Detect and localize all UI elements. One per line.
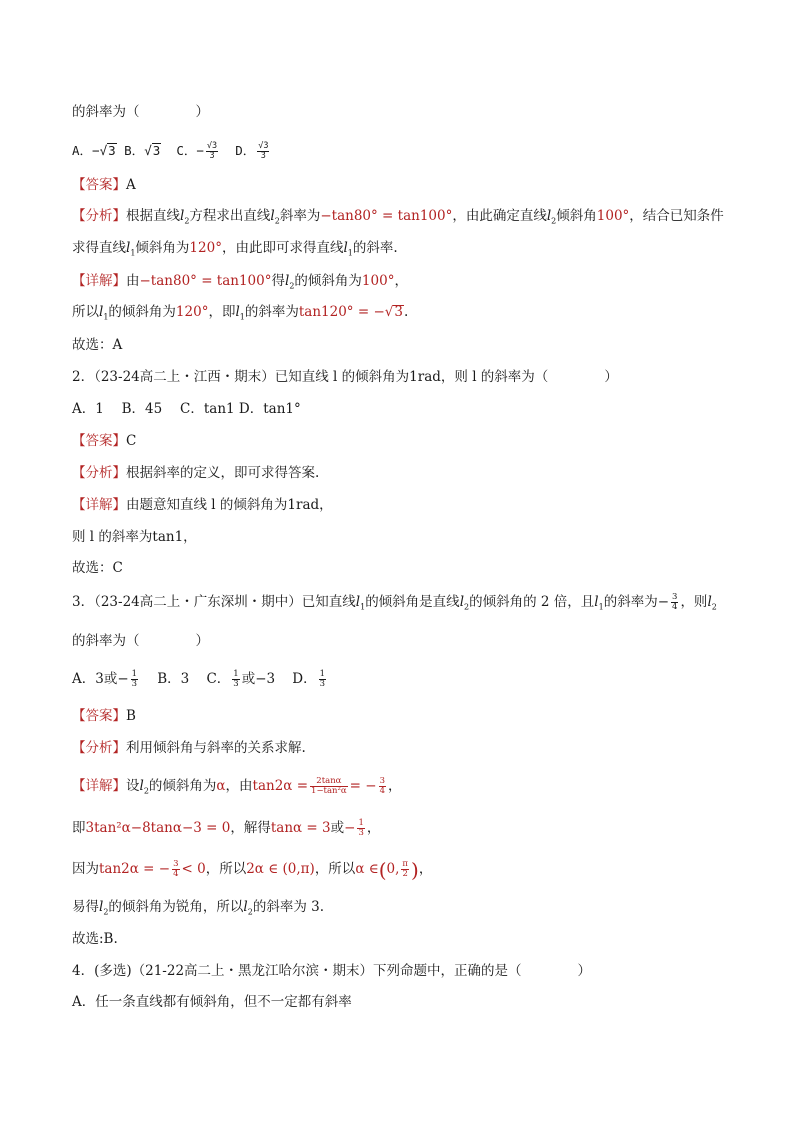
q1-detail-line-2: 所以$l_1$的倾斜角为120°，即$l_1$的斜率为tan120° = −√3. bbox=[72, 304, 409, 322]
q2-detail-line-1: 【详解】由题意知直线 l 的倾斜角为1rad， bbox=[72, 497, 333, 513]
q2-detail-line-2: 则 l 的斜率为tan1， bbox=[72, 529, 197, 545]
q4-stem: 4．(多选)（21-22高二上・黑龙江哈尔滨・期末）下列命题中，正确的是（ ） bbox=[72, 963, 592, 979]
q1-options: A．−√3 B．√3 C．− $\frac{√3}{3}$ D． $\frac{√3}{3}$ bbox=[72, 141, 269, 161]
q3-detail-line-1: 【详解】设$l_2$的倾斜角为α，由tan2α = $\frac{2\tan\alpha}{\text{1−tan²α}}$ = − $\frac{3}{4}$ ， bbox=[72, 776, 402, 796]
analysis-tag: 【分析】 bbox=[72, 208, 126, 224]
fraction: $\frac{3}{4}$ bbox=[672, 592, 678, 612]
q3-detail-line-3: 因为tan2α = − $\frac{3}{4}$ < 0，所以2α ∈ (0,π)，所以α ∈(0, $\frac{\pi}{2}$ )， bbox=[72, 857, 433, 882]
q1-detail-line-1: 【详解】由−tan80° = tan100°得$l_2$的倾斜角为100°， bbox=[72, 273, 408, 291]
q1-choose: 故选：A bbox=[72, 337, 123, 353]
q3-stem-line-2: 的斜率为（ ） bbox=[72, 633, 209, 649]
q1-stem-text: 的斜率为（ bbox=[72, 104, 140, 120]
detail-tag: 【详解】 bbox=[72, 778, 126, 794]
q2-stem: 2．（23-24高二上・江西・期末）已知直线 l 的倾斜角为1rad，则 l 的斜率为（ ） bbox=[72, 369, 618, 385]
q2-options: A．1 B．45 C．tan1 D．tan1° bbox=[72, 401, 301, 417]
q3-detail-line-2: 即3tan²α−8tanα−3 = 0，解得tanα = 3或− $\frac{1}{3}$ ， bbox=[72, 818, 381, 838]
answer-tag: 【答案】 bbox=[72, 433, 126, 449]
q3-detail-line-4: 易得$l_2$的倾斜角为锐角，所以$l_2$的斜率为 3. bbox=[72, 899, 325, 917]
q3-choose: 故选:B. bbox=[72, 931, 118, 947]
fraction: $\frac{1}{3}$ bbox=[131, 669, 138, 689]
analysis-tag: 【分析】 bbox=[72, 465, 126, 481]
q2-analysis: 【分析】根据斜率的定义，即可求得答案. bbox=[72, 465, 320, 481]
fraction: $\frac{√3}{3}$ bbox=[258, 141, 269, 161]
q4-option-a: A．任一条直线都有倾斜角，但不一定都有斜率 bbox=[72, 994, 352, 1010]
detail-tag: 【详解】 bbox=[72, 497, 126, 513]
q3-stem-line-1: 3．（23-24高二上・广东深圳・期中）已知直线$l_1$的倾斜角是直线$l_2$的倾斜角的 2 倍，且$l_1$的斜率为− $\frac{3}{4}$ ，则$l_2$ bbox=[72, 592, 717, 612]
q1-answer: 【答案】A bbox=[72, 177, 136, 193]
analysis-tag: 【分析】 bbox=[72, 740, 126, 756]
answer-tag: 【答案】 bbox=[72, 708, 126, 724]
fraction: $\frac{3}{4}$ bbox=[173, 859, 179, 879]
fraction: $\frac{2\tan\alpha}{\text{1−tan²α}}$ bbox=[311, 776, 347, 796]
q1-stem: 的斜率为（ ） bbox=[72, 104, 209, 120]
fraction: $\frac{1}{3}$ bbox=[358, 818, 364, 838]
fraction: $\frac{1}{3}$ bbox=[233, 669, 239, 689]
fraction: $\frac{3}{4}$ bbox=[379, 776, 386, 796]
q1-analysis-line-2: 求得直线$l_1$倾斜角为120°，由此即可求得直线$l_1$的斜率. bbox=[72, 240, 398, 258]
q2-answer: 【答案】C bbox=[72, 433, 137, 449]
detail-tag: 【详解】 bbox=[72, 273, 126, 289]
answer-tag: 【答案】 bbox=[72, 177, 126, 193]
q3-analysis: 【分析】利用倾斜角与斜率的关系求解. bbox=[72, 740, 306, 756]
q2-choose: 故选：C bbox=[72, 560, 123, 576]
fraction: $\frac{\pi}{2}$ bbox=[402, 859, 409, 879]
fraction: $\frac{√3}{3}$ bbox=[206, 141, 218, 161]
fraction: $\frac{1}{3}$ bbox=[319, 669, 326, 689]
q3-answer: 【答案】B bbox=[72, 708, 136, 724]
q1-analysis-line-1: 【分析】根据直线$l_2$方程求出直线$l_2$斜率为−tan80° = tan100°，由此确定直线$l_2$倾斜角100°，结合已知条件 bbox=[72, 208, 724, 226]
q3-options: A．3或− $\frac{1}{3}$ B．3 C． $\frac{1}{3}$ 或−3 D． $\frac{1}{3}$ bbox=[72, 669, 326, 689]
